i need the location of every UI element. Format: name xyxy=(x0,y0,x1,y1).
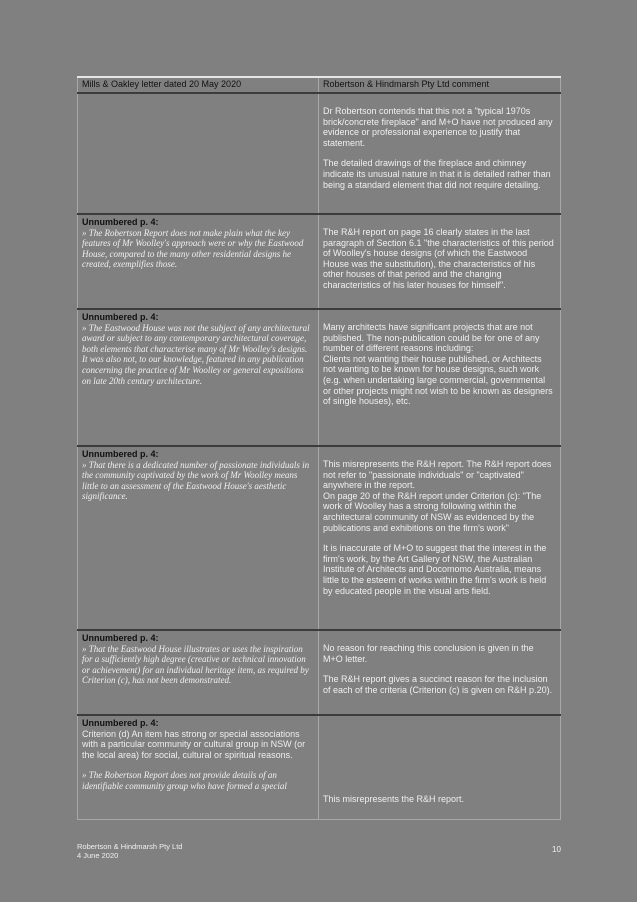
left-cell xyxy=(78,446,319,630)
comment-paragraph: Many architects have significant projects that are not published. The non-publication could be for one of any number of different reasons including: xyxy=(322,322,540,354)
quoted-text: » The Eastwood House was not the subject of any architectural award or subject to any contemporary architectural coverage, both elements that characterise many of Mr Woolley's designs. It was also not, to our knowledge, featured in any publication concerning the practice of Mr Woolley or general expositions on late 20th century architecture. xyxy=(82,322,310,386)
comment-paragraph: No reason for reaching this conclusion is given in the M+O letter. xyxy=(322,643,534,664)
left-cell xyxy=(78,93,319,214)
page-reference: Unnumbered p. 4: xyxy=(82,312,159,322)
header-mills-oakley: Mills & Oakley letter dated 20 May 2020 xyxy=(78,77,319,93)
comment-paragraph: On page 20 of the R&H report under Criterion (c): "The work of Woolley has a strong following within the architectural community of NSW as evidenced by the publications and exhibitions on the firm's work" xyxy=(322,490,542,533)
left-cell xyxy=(78,214,319,309)
page-footer xyxy=(77,842,182,860)
table-row xyxy=(78,715,561,819)
comment-paragraph: The detailed drawings of the fireplace and chimney indicate its unusual nature in that it is detailed rather than being a standard element that did not require detailing. xyxy=(322,158,551,190)
left-cell xyxy=(78,715,319,819)
right-cell xyxy=(318,630,560,715)
right-cell xyxy=(318,93,560,214)
page-reference: Unnumbered p. 4: xyxy=(82,718,159,728)
comment-paragraph: This misrepresents the R&H report. The R&H report does not refer to "passionate individuals" or "captivated" anywhere in the report. xyxy=(322,459,552,491)
quoted-text: » That the Eastwood House illustrates or uses the inspiration for a sufficiently high degree (creative or technical innovation or achievement) for an individual heritage item, as required by Criterion (c), has not been demonstrated. xyxy=(82,643,309,686)
table-row xyxy=(78,309,561,446)
table-row xyxy=(78,446,561,630)
header-robertson-hindmarsh: Robertson & Hindmarsh Pty Ltd comment xyxy=(318,77,560,93)
comment-paragraph: Clients not wanting their house published, or Architects not wanting to be known for house designs, such work (e.g. when undertaking large commercial, governmental or other projects might not wish to be known as designers of single houses), etc. xyxy=(322,353,553,407)
page-reference: Unnumbered p. 4: xyxy=(82,217,159,227)
comment-paragraph: It is inaccurate of M+O to suggest that the interest in the firm's work, by the Art Gallery of NSW, the Australian Institute of Architects and Docomomo Australia, means little to the esteem of works within the firm's work is held by educated people in the visual arts field. xyxy=(322,543,547,596)
footer-date: 4 June 2020 xyxy=(77,851,119,860)
comment-paragraph: The R&H report gives a succinct reason for the inclusion of each of the criteria (Criterion (c) is given on R&H p.20). xyxy=(322,674,553,695)
table-row xyxy=(78,214,561,309)
table-row xyxy=(78,630,561,715)
page-reference: Unnumbered p. 4: xyxy=(82,633,159,643)
table-row xyxy=(78,93,561,214)
right-cell xyxy=(318,214,560,309)
right-cell xyxy=(318,446,560,630)
quoted-text: » The Robertson Report does not make plain what the key features of Mr Woolley's approach were or why the Eastwood House, compared to the many other residential designs he created, exemplifies those. xyxy=(82,227,304,270)
left-cell xyxy=(78,309,319,446)
quoted-text: » That there is a dedicated number of passionate individuals in the community captivated by the work of Mr Woolley means little to an assessment of the Eastwood House's aesthetic significance. xyxy=(82,459,310,502)
footer-company: Robertson & Hindmarsh Pty Ltd xyxy=(77,842,183,851)
comment-paragraph: Dr Robertson contends that this not a "typical 1970s brick/concrete fireplace" and M+O have not produced any evidence or professional experience to justify that statement. xyxy=(322,106,553,148)
right-cell xyxy=(318,715,560,819)
quoted-text: » The Robertson Report does not provide details of an identifiable community group who have formed a special xyxy=(82,770,287,791)
right-cell xyxy=(318,309,560,446)
comment-paragraph: This misrepresents the R&H report. xyxy=(322,793,465,804)
table-header-row xyxy=(78,77,561,93)
criterion-text: Criterion (d) An item has strong or special associations with a particular community or cultural group in NSW (or the local area) for social, cultural or spiritual reasons. xyxy=(82,728,306,760)
page-number: 10 xyxy=(552,845,561,854)
comment-paragraph: The R&H report on page 16 clearly states in the last paragraph of Section 6.1 "the characteristics of this period of Woolley's house designs (of which the Eastwood House was the substitution), the characteristics of his other houses of that period and the changing characteristics of his later houses for himself". xyxy=(322,227,554,290)
comments-table xyxy=(77,76,561,820)
page-reference: Unnumbered p. 4: xyxy=(82,449,159,459)
left-cell xyxy=(78,630,319,715)
